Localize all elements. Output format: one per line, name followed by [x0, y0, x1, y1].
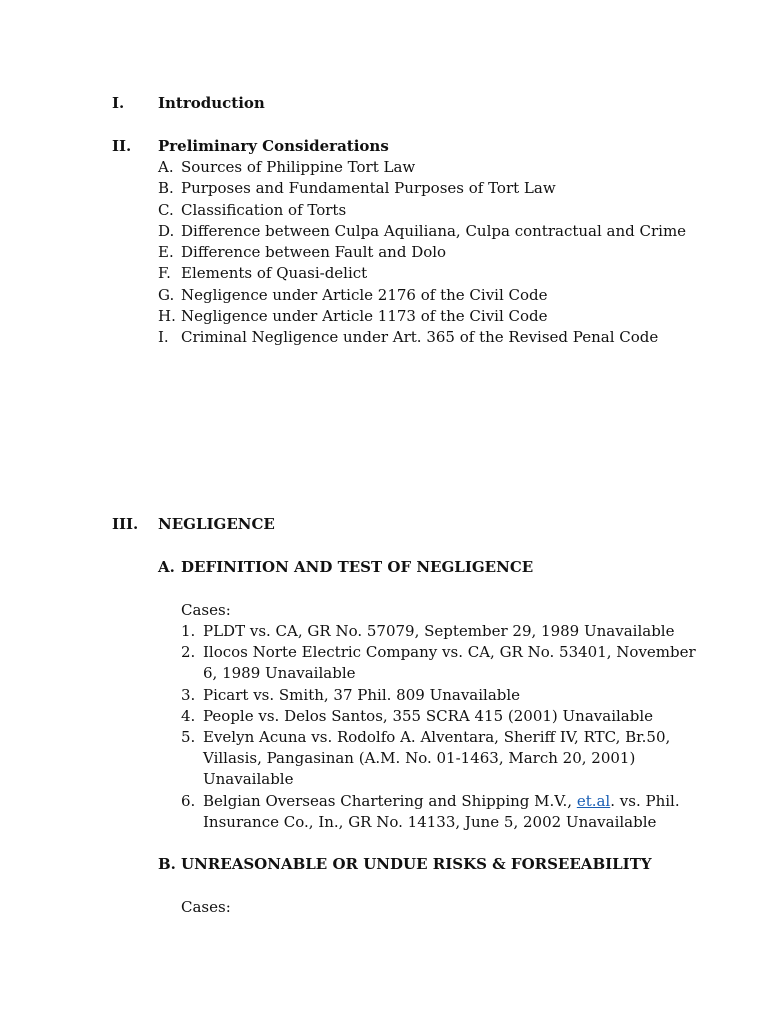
section-title-introduction: Introduction: [158, 94, 265, 112]
case-text-continued: 6, 1989 Unavailable: [203, 664, 356, 682]
list-item-letter: E.: [158, 243, 174, 261]
section-title-preliminary: Preliminary Considerations: [158, 137, 389, 155]
case-number: 3.: [181, 686, 196, 704]
cases-label: Cases:: [181, 898, 231, 916]
case-text-continued: Unavailable: [203, 770, 294, 788]
list-item-text: Sources of Philippine Tort Law: [181, 158, 416, 176]
list-item-letter: D.: [158, 222, 175, 240]
list-item-letter: F.: [158, 264, 171, 282]
list-item-text: Difference between Culpa Aquiliana, Culpa contractual and Crime: [181, 222, 687, 240]
section-numeral: II.: [112, 137, 132, 155]
list-item-letter: B.: [158, 179, 174, 197]
case-number: 1.: [181, 622, 196, 640]
subsection-letter: B.: [158, 855, 176, 873]
case-text-part: Belgian Overseas Chartering and Shipping M.V.,: [203, 792, 577, 810]
list-item-text: Criminal Negligence under Art. 365 of the Revised Penal Code: [181, 328, 659, 346]
list-item-text: Negligence under Article 2176 of the Civil Code: [181, 286, 548, 304]
subsection-title-definition: DEFINITION AND TEST OF NEGLIGENCE: [181, 558, 534, 576]
et-al-link[interactable]: et.al: [576, 792, 611, 810]
case-text-continued: Insurance Co., In., GR No. 14133, June 5, 2002 Unavailable: [203, 813, 657, 831]
section-title-negligence: NEGLIGENCE: [158, 515, 275, 533]
section-numeral: I.: [112, 94, 125, 112]
case-number: 4.: [181, 707, 196, 725]
case-text: PLDT vs. CA, GR No. 57079, September 29, 1989 Unavailable: [203, 622, 675, 640]
cases-label: Cases:: [181, 601, 231, 619]
subsection-letter: A.: [158, 558, 175, 576]
list-item-text: Negligence under Article 1173 of the Civil Code: [181, 307, 548, 325]
list-item-text: Purposes and Fundamental Purposes of Tort Law: [181, 179, 556, 197]
list-item-letter: C.: [158, 201, 174, 219]
case-text: Evelyn Acuna vs. Rodolfo A. Alventara, Sheriff IV, RTC, Br.50,: [203, 728, 671, 746]
case-text: People vs. Delos Santos, 355 SCRA 415 (2001) Unavailable: [203, 707, 654, 725]
case-text: [203, 791, 680, 812]
list-item-letter: G.: [158, 286, 175, 304]
case-text: Picart vs. Smith, 37 Phil. 809 Unavailable: [203, 686, 521, 704]
list-item-text: Difference between Fault and Dolo: [181, 243, 447, 261]
case-text-part: . vs. Phil.: [610, 792, 680, 810]
subsection-title-risks: UNREASONABLE OR UNDUE RISKS & FORSEEABILITY: [181, 855, 652, 873]
list-item-letter: A.: [158, 158, 174, 176]
case-number: 6.: [181, 792, 196, 810]
case-number: 2.: [181, 643, 196, 661]
list-item-letter: H.: [158, 307, 176, 325]
case-text: Ilocos Norte Electric Company vs. CA, GR No. 53401, November: [203, 643, 696, 661]
list-item-text: Classification of Torts: [181, 201, 347, 219]
case-number: 5.: [181, 728, 196, 746]
list-item-letter: I.: [158, 328, 169, 346]
list-item-text: Elements of Quasi-delict: [181, 264, 368, 282]
section-numeral: III.: [112, 515, 139, 533]
case-text-continued: Villasis, Pangasinan (A.M. No. 01-1463, March 20, 2001): [203, 749, 636, 767]
